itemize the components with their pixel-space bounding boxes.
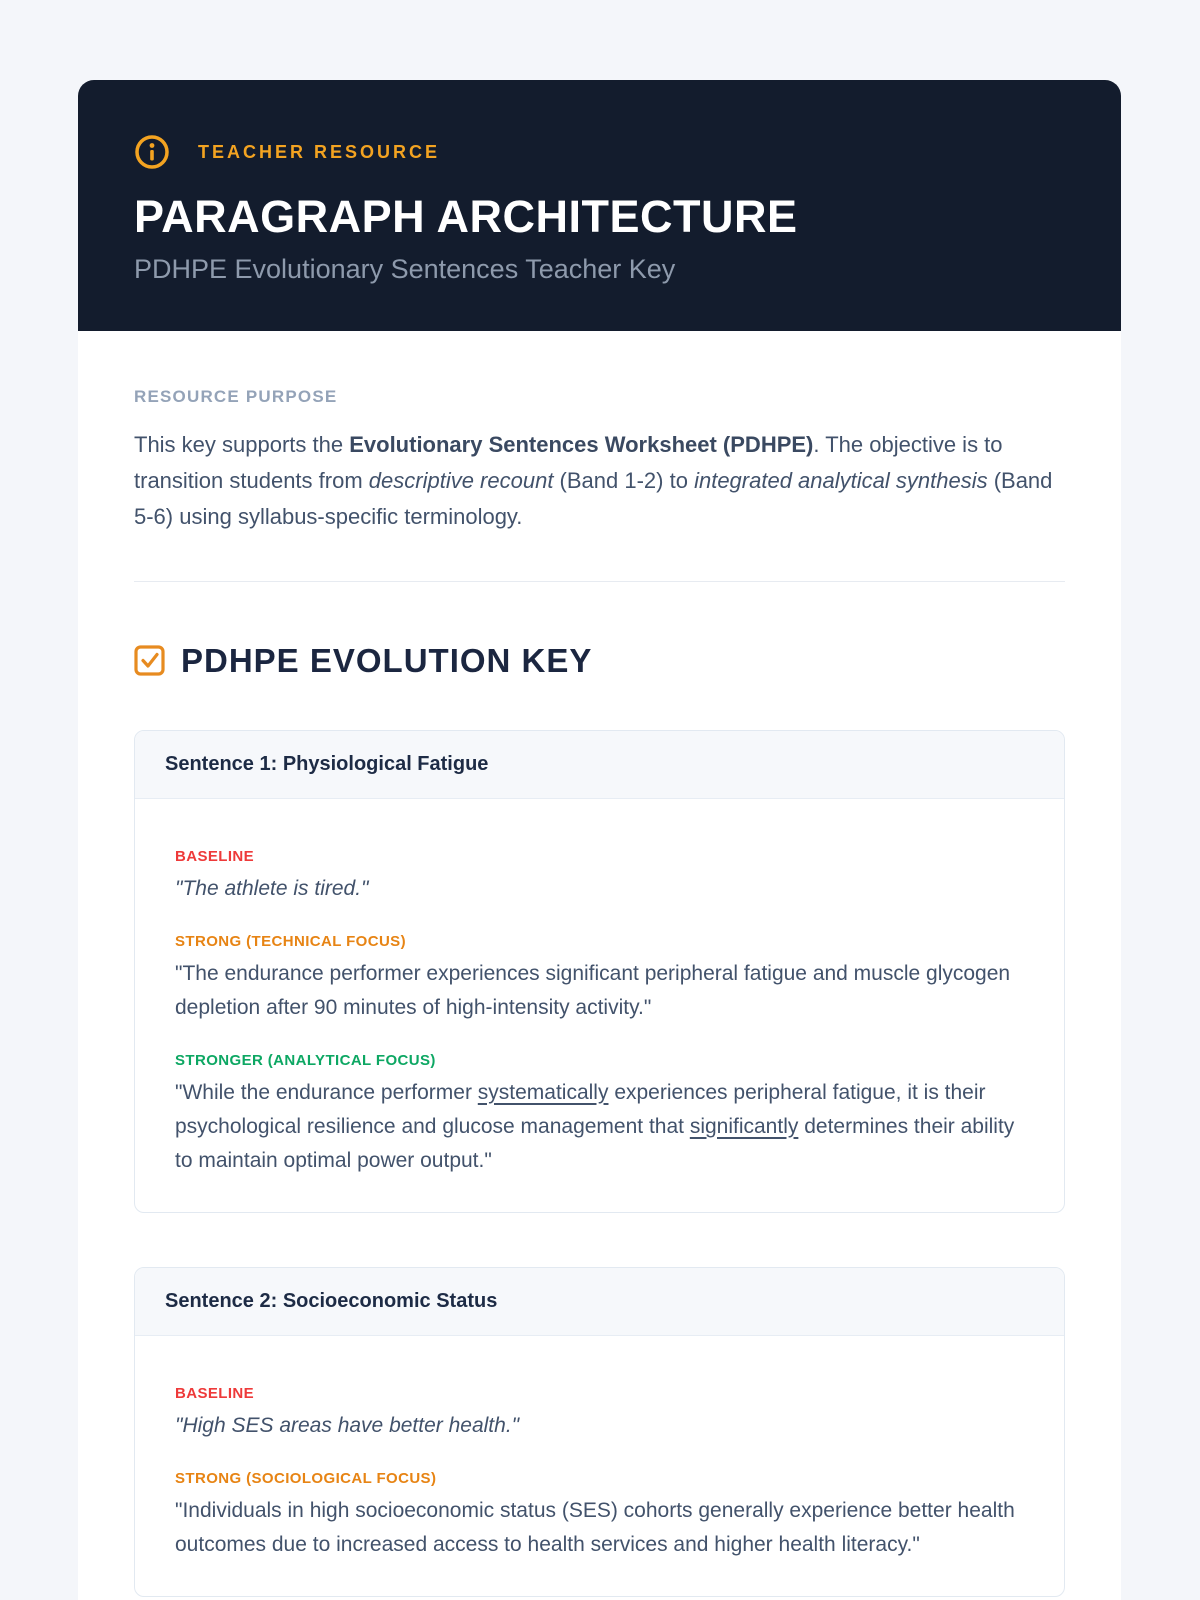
level-baseline [175, 847, 1024, 906]
section-title: PDHPE EVOLUTION KEY [181, 641, 593, 679]
sentence-card-1-header [135, 731, 1064, 799]
level-strong [175, 932, 1024, 1025]
sentence-card-2-body [135, 1336, 1064, 1596]
level-text-stronger: "While the endurance performer systematically experiences peripheral fatigue, it is their psychological resilience and glucose management that significantly determines their ability to maintain optimal power output." [175, 1080, 1015, 1172]
sentence-card-1 [134, 730, 1065, 1213]
sentence-card-2-header [135, 1268, 1064, 1336]
level-label-baseline: BASELINE [175, 847, 255, 865]
level-label-strong: STRONG (TECHNICAL FOCUS) [175, 932, 406, 950]
level-text-strong: "The endurance performer experiences significant peripheral fatigue and muscle glycogen depletion after 90 minutes of high-intensity activity." [175, 961, 1011, 1019]
page-title: PARAGRAPH ARCHITECTURE [134, 191, 798, 242]
checkbox-check-icon [134, 645, 165, 676]
level-text-baseline: "The athlete is tired." [175, 876, 369, 900]
level-label-stronger: STRONGER (ANALYTICAL FOCUS) [175, 1051, 436, 1069]
level-strong [175, 1469, 1024, 1562]
level-label-baseline: BASELINE [175, 1384, 255, 1402]
section-heading [134, 642, 1065, 680]
sentence-card-1-title: Sentence 1: Physiological Fatigue [165, 752, 489, 775]
info-icon [134, 134, 170, 170]
purpose-label: RESOURCE PURPOSE [134, 386, 338, 406]
purpose-paragraph: This key supports the Evolutionary Sentences Worksheet (PDHPE). The objective is to transition students from descriptive recount (Band 1-2) to integrated analytical synthesis (Band 5-6) using syllabus-specific terminology. [134, 431, 1053, 529]
level-stronger [175, 1051, 1024, 1178]
sentence-card-2-title: Sentence 2: Socioeconomic Status [165, 1289, 498, 1312]
sentence-card-2 [134, 1267, 1065, 1597]
level-text-strong: "Individuals in high socioeconomic status (SES) cohorts generally experience better health outcomes due to increased access to health services and higher health literacy." [175, 1498, 1015, 1556]
page-subtitle: PDHPE Evolutionary Sentences Teacher Key [134, 253, 676, 284]
badge-label: TEACHER RESOURCE [198, 141, 441, 162]
section-divider [134, 581, 1065, 582]
badge-row [134, 134, 1065, 170]
resource-document [78, 80, 1121, 1600]
level-baseline [175, 1384, 1024, 1443]
sentence-card-1-body [135, 799, 1064, 1212]
document-body [78, 331, 1121, 1600]
level-text-baseline: "High SES areas have better health." [175, 1413, 520, 1437]
document-header [78, 80, 1121, 331]
level-label-strong: STRONG (SOCIOLOGICAL FOCUS) [175, 1469, 437, 1487]
